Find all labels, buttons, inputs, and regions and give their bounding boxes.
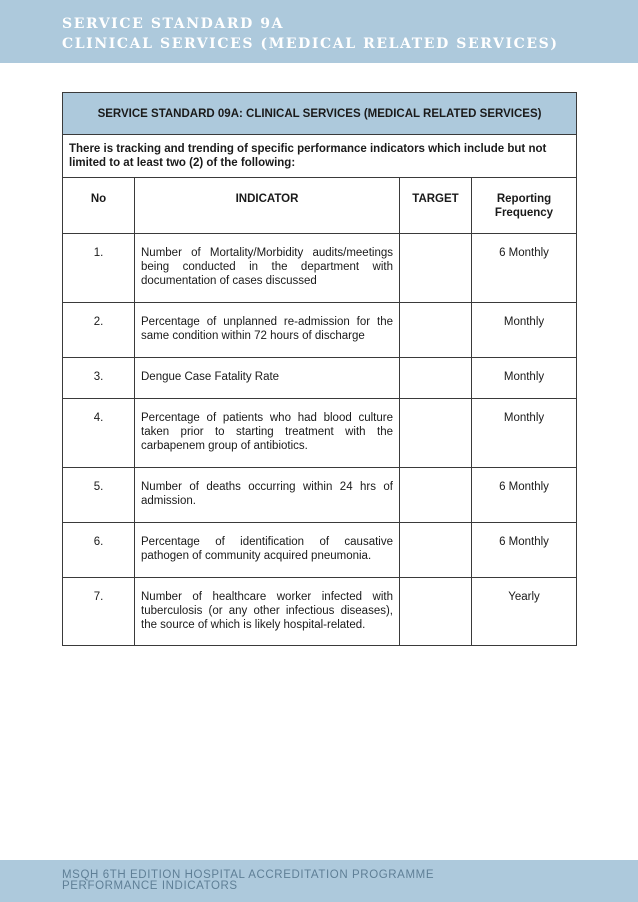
row-target [400, 468, 472, 523]
table-row [63, 303, 577, 358]
row-number: 7. [63, 578, 135, 646]
row-target [400, 303, 472, 358]
row-indicator: Number of deaths occurring within 24 hrs of admission. [135, 468, 400, 523]
table-row [63, 399, 577, 468]
row-indicator: Percentage of patients who had blood culture taken prior to starting treatment with the carbapenem group of antibiotics. [135, 399, 400, 468]
table-row [63, 234, 577, 303]
row-frequency: Yearly [472, 578, 577, 646]
table-title: SERVICE STANDARD 09A: CLINICAL SERVICES (MEDICAL RELATED SERVICES) [63, 93, 577, 135]
header-title-line2: CLINICAL SERVICES (MEDICAL RELATED SERVICES) [62, 36, 559, 52]
row-number: 1. [63, 234, 135, 303]
row-target [400, 358, 472, 399]
footer-line2: PERFORMANCE INDICATORS [62, 880, 238, 892]
row-target [400, 399, 472, 468]
table-header-row [63, 178, 577, 234]
row-frequency: Monthly [472, 303, 577, 358]
row-target [400, 523, 472, 578]
row-frequency: Monthly [472, 399, 577, 468]
page-header-banner [0, 0, 638, 63]
row-frequency: 6 Monthly [472, 234, 577, 303]
row-frequency: 6 Monthly [472, 523, 577, 578]
header-title-line1: SERVICE STANDARD 9A [62, 16, 285, 32]
row-frequency: Monthly [472, 358, 577, 399]
table-row [63, 468, 577, 523]
page-footer-banner [0, 860, 638, 902]
column-header-frequency: Reporting Frequency [472, 178, 577, 234]
column-header-no: No [63, 178, 135, 234]
row-number: 3. [63, 358, 135, 399]
row-frequency: 6 Monthly [472, 468, 577, 523]
row-indicator: Dengue Case Fatality Rate [135, 358, 400, 399]
row-indicator: Number of healthcare worker infected with tuberculosis (or any other infectious diseases), the source of which is likely hospital-related. [135, 578, 400, 646]
table-row [63, 523, 577, 578]
table-row [63, 358, 577, 399]
row-number: 6. [63, 523, 135, 578]
indicator-table [62, 92, 577, 646]
row-indicator: Number of Mortality/Morbidity audits/meetings being conducted in the department with documentation of cases discussed [135, 234, 400, 303]
column-header-target: TARGET [400, 178, 472, 234]
row-number: 5. [63, 468, 135, 523]
table-intro: There is tracking and trending of specific performance indicators which include but not limited to at least two (2) of the following: [63, 135, 577, 178]
column-header-indicator: INDICATOR [135, 178, 400, 234]
row-indicator: Percentage of unplanned re-admission for the same condition within 72 hours of discharge [135, 303, 400, 358]
row-indicator: Percentage of identification of causative pathogen of community acquired pneumonia. [135, 523, 400, 578]
table-row [63, 578, 577, 646]
row-target [400, 234, 472, 303]
row-number: 2. [63, 303, 135, 358]
row-number: 4. [63, 399, 135, 468]
row-target [400, 578, 472, 646]
footer-line1: MSQH 6TH EDITION HOSPITAL ACCREDITATION PROGRAMME [62, 869, 435, 881]
